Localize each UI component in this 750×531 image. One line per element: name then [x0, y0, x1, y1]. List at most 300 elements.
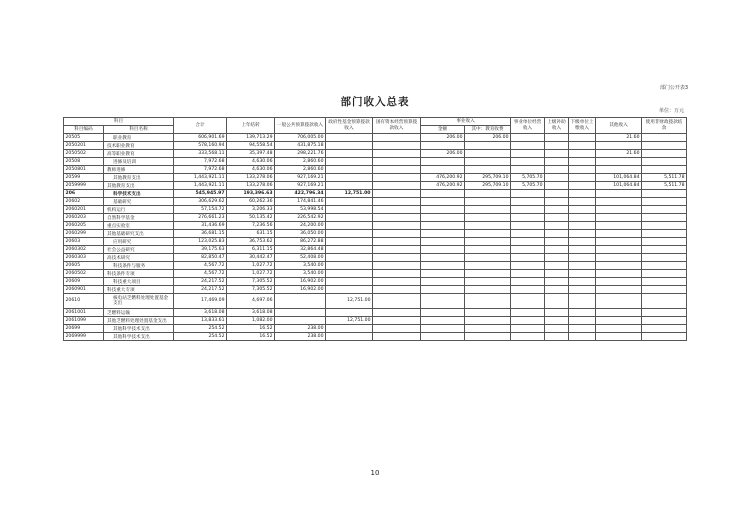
cell-fiscal	[642, 317, 687, 325]
cell-general: 431,875.18	[275, 142, 326, 150]
cell-state	[373, 286, 421, 294]
cell-other	[596, 214, 642, 222]
cell-gov-fund	[326, 174, 373, 182]
cell-fiscal	[642, 166, 687, 174]
cell-biz: 476,200.92	[421, 174, 465, 182]
page-title: 部门收入总表	[340, 96, 410, 108]
cell-carryover: 7,236.56	[227, 222, 275, 230]
cell-general: 3,540.00	[275, 262, 326, 270]
cell-subordinate	[569, 230, 596, 238]
cell-total: 123,025.83	[174, 238, 227, 246]
cell-carryover: 4,630.06	[227, 166, 275, 174]
table-row	[64, 333, 687, 341]
cell-superior	[545, 198, 569, 206]
cell-fiscal	[642, 333, 687, 341]
header-non-fiscal-balance: 使用非财政拨款结余	[642, 118, 687, 134]
cell-name: 高等职业教育	[104, 150, 174, 158]
cell-tuition	[465, 254, 511, 262]
cell-carryover: 3,618.08	[227, 309, 275, 317]
cell-biz	[421, 158, 465, 166]
cell-state	[373, 270, 421, 278]
table-row	[64, 238, 687, 246]
cell-gov-fund	[326, 198, 373, 206]
header-state-capital: 国有资本经营预算拨款收入	[373, 118, 421, 134]
cell-gov-fund	[326, 150, 373, 158]
header-gov-fund: 政府性基金预算拨款收入	[326, 118, 373, 134]
cell-superior	[545, 166, 569, 174]
cell-tuition	[465, 190, 511, 198]
income-summary-table	[63, 117, 687, 341]
cell-subordinate	[569, 325, 596, 333]
cell-other	[596, 142, 642, 150]
cell-state	[373, 158, 421, 166]
cell-other	[596, 333, 642, 341]
cell-general: 32,864.48	[275, 246, 326, 254]
cell-state	[373, 206, 421, 214]
cell-general: 36,050.00	[275, 230, 326, 238]
cell-name: 教师进修	[104, 166, 174, 174]
cell-code: 20699	[64, 325, 104, 333]
cell-tuition	[465, 286, 511, 294]
header-total: 合计	[174, 118, 227, 134]
cell-code: 2061099	[64, 317, 104, 325]
cell-general: 3,540.00	[275, 270, 326, 278]
cell-subordinate	[569, 278, 596, 286]
table-row	[64, 150, 687, 158]
cell-superior	[545, 254, 569, 262]
cell-other	[596, 190, 642, 198]
cell-name: 其他科学技术支出	[104, 325, 174, 333]
cell-name: 科技条件专项	[104, 270, 174, 278]
cell-general: 2,860.60	[275, 158, 326, 166]
cell-gov-fund	[326, 134, 373, 142]
cell-carryover: 4,697.06	[227, 294, 275, 309]
cell-fiscal	[642, 158, 687, 166]
header-business-amount: 金额	[421, 126, 465, 134]
cell-subordinate	[569, 182, 596, 190]
cell-tuition	[465, 270, 511, 278]
cell-gov-fund: 12,751.00	[326, 294, 373, 309]
cell-superior	[545, 270, 569, 278]
cell-code: 2059999	[64, 182, 104, 190]
cell-other	[596, 270, 642, 278]
cell-subordinate	[569, 214, 596, 222]
cell-subordinate	[569, 317, 596, 325]
cell-other	[596, 262, 642, 270]
cell-carryover: 6,311.15	[227, 246, 275, 254]
cell-carryover: 30,442.47	[227, 254, 275, 262]
cell-subordinate	[569, 294, 596, 309]
cell-gov-fund	[326, 325, 373, 333]
cell-operating	[511, 309, 545, 317]
cell-operating	[511, 134, 545, 142]
cell-biz	[421, 214, 465, 222]
cell-biz	[421, 270, 465, 278]
cell-tuition: 295,709.10	[465, 182, 511, 190]
cell-other	[596, 222, 642, 230]
cell-tuition	[465, 262, 511, 270]
cell-state	[373, 142, 421, 150]
cell-subordinate	[569, 262, 596, 270]
cell-fiscal	[642, 309, 687, 317]
cell-tuition	[465, 214, 511, 222]
cell-name: 科技条件与服务	[104, 262, 174, 270]
cell-general: 238.00	[275, 333, 326, 341]
cell-carryover: 631.15	[227, 230, 275, 238]
cell-other	[596, 238, 642, 246]
cell-gov-fund	[326, 333, 373, 341]
cell-carryover: 7,305.52	[227, 286, 275, 294]
cell-other	[596, 246, 642, 254]
cell-general: 16,902.00	[275, 286, 326, 294]
cell-operating	[511, 190, 545, 198]
cell-tuition	[465, 150, 511, 158]
cell-biz	[421, 286, 465, 294]
cell-other	[596, 158, 642, 166]
cell-subordinate	[569, 166, 596, 174]
cell-operating	[511, 206, 545, 214]
cell-state	[373, 294, 421, 309]
cell-gov-fund	[326, 278, 373, 286]
cell-biz	[421, 222, 465, 230]
cell-superior	[545, 246, 569, 254]
cell-carryover: 133,278.06	[227, 174, 275, 182]
cell-total: 1,443,921.11	[174, 182, 227, 190]
cell-state	[373, 190, 421, 198]
cell-superior	[545, 222, 569, 230]
cell-state	[373, 198, 421, 206]
cell-code: 20603	[64, 238, 104, 246]
cell-carryover: 133,278.06	[227, 182, 275, 190]
cell-tuition	[465, 206, 511, 214]
cell-general: 24,200.00	[275, 222, 326, 230]
cell-tuition	[465, 198, 511, 206]
cell-total: 7,972.68	[174, 158, 227, 166]
cell-biz	[421, 262, 465, 270]
cell-subordinate	[569, 246, 596, 254]
cell-total: 606,901.69	[174, 134, 227, 142]
cell-tuition	[465, 238, 511, 246]
table-row	[64, 190, 687, 198]
cell-other	[596, 198, 642, 206]
cell-name: 重点实验室	[104, 222, 174, 230]
cell-state	[373, 325, 421, 333]
table-row	[64, 174, 687, 182]
cell-state	[373, 262, 421, 270]
cell-general: 298,221.76	[275, 150, 326, 158]
cell-gov-fund	[326, 238, 373, 246]
table-row	[64, 270, 687, 278]
cell-operating	[511, 317, 545, 325]
cell-gov-fund	[326, 158, 373, 166]
cell-gov-fund: 12,751.00	[326, 190, 373, 198]
header-general-budget: 一般公共预算拨款收入	[275, 118, 326, 134]
cell-operating	[511, 166, 545, 174]
cell-state	[373, 174, 421, 182]
cell-general: 226,542.92	[275, 214, 326, 222]
cell-gov-fund	[326, 270, 373, 278]
cell-general: 927,169.21	[275, 174, 326, 182]
table-row	[64, 286, 687, 294]
cell-superior	[545, 206, 569, 214]
cell-superior	[545, 325, 569, 333]
cell-name: 社会公益研究	[104, 246, 174, 254]
cell-carryover: 94,558.54	[227, 142, 275, 150]
cell-biz: 206.00	[421, 150, 465, 158]
page-number: 10	[370, 469, 380, 477]
table-body	[64, 134, 687, 341]
cell-general: 927,169.21	[275, 182, 326, 190]
cell-biz	[421, 325, 465, 333]
cell-name: 职业教育	[104, 134, 174, 142]
cell-biz	[421, 142, 465, 150]
cell-total: 24,217.52	[174, 278, 227, 286]
cell-operating	[511, 286, 545, 294]
cell-subordinate	[569, 309, 596, 317]
cell-total: 545,945.97	[174, 190, 227, 198]
cell-gov-fund	[326, 222, 373, 230]
table-row	[64, 166, 687, 174]
cell-name: 自然科学基金	[104, 214, 174, 222]
cell-state	[373, 166, 421, 174]
cell-name: 核电站乏燃料处理处置基金支出	[104, 294, 174, 309]
cell-name: 科技重大项目	[104, 278, 174, 286]
cell-fiscal	[642, 270, 687, 278]
cell-fiscal	[642, 286, 687, 294]
cell-gov-fund	[326, 206, 373, 214]
cell-tuition	[465, 158, 511, 166]
cell-name: 科技重大专项	[104, 286, 174, 294]
cell-other: 101,064.84	[596, 174, 642, 182]
cell-biz	[421, 230, 465, 238]
cell-name: 其他教育支出	[104, 182, 174, 190]
cell-carryover: 60,262.36	[227, 198, 275, 206]
cell-subordinate	[569, 286, 596, 294]
cell-fiscal	[642, 262, 687, 270]
cell-operating	[511, 254, 545, 262]
cell-fiscal	[642, 246, 687, 254]
header-subordinate-income: 下级单位上缴收入	[569, 118, 596, 134]
cell-biz	[421, 254, 465, 262]
cell-fiscal	[642, 278, 687, 286]
cell-gov-fund	[326, 166, 373, 174]
cell-total: 333,568.11	[174, 150, 227, 158]
cell-total: 7,972.68	[174, 166, 227, 174]
cell-tuition	[465, 142, 511, 150]
cell-carryover: 1,027.72	[227, 270, 275, 278]
cell-carryover: 36,753.62	[227, 238, 275, 246]
cell-subordinate	[569, 134, 596, 142]
cell-subordinate	[569, 222, 596, 230]
cell-other	[596, 317, 642, 325]
cell-tuition	[465, 317, 511, 325]
cell-code: 20610	[64, 294, 104, 309]
cell-code: 2060901	[64, 286, 104, 294]
cell-state	[373, 278, 421, 286]
cell-carryover: 3,206.33	[227, 206, 275, 214]
cell-code: 2069999	[64, 333, 104, 341]
cell-name: 高技术研究	[104, 254, 174, 262]
cell-operating	[511, 150, 545, 158]
cell-operating	[511, 142, 545, 150]
cell-code: 2060302	[64, 246, 104, 254]
cell-other	[596, 230, 642, 238]
cell-general: 53,998.54	[275, 206, 326, 214]
cell-superior	[545, 158, 569, 166]
cell-carryover: 193,396.63	[227, 190, 275, 198]
cell-total: 17,469.09	[174, 294, 227, 309]
cell-total: 1,443,921.11	[174, 174, 227, 182]
cell-code: 2060205	[64, 222, 104, 230]
cell-other: 101,064.84	[596, 182, 642, 190]
table-row	[64, 254, 687, 262]
cell-biz	[421, 198, 465, 206]
cell-name: 机构运行	[104, 206, 174, 214]
table-row	[64, 325, 687, 333]
cell-carryover: 50,135.42	[227, 214, 275, 222]
cell-state	[373, 246, 421, 254]
cell-carryover: 35,397.48	[227, 150, 275, 158]
cell-tuition	[465, 246, 511, 254]
cell-code: 20605	[64, 262, 104, 270]
table-row	[64, 158, 687, 166]
cell-subordinate	[569, 150, 596, 158]
cell-superior	[545, 278, 569, 286]
cell-other	[596, 206, 642, 214]
cell-general: 2,860.60	[275, 166, 326, 174]
cell-total: 57,154.72	[174, 206, 227, 214]
cell-general: 422,796.34	[275, 190, 326, 198]
header-operating-income: 事业单位经营收入	[511, 118, 545, 134]
header-business-income: 事业收入	[421, 118, 511, 126]
cell-other: 21.60	[596, 134, 642, 142]
cell-state	[373, 238, 421, 246]
cell-tuition: 295,709.10	[465, 174, 511, 182]
cell-biz	[421, 333, 465, 341]
cell-total: 13,833.61	[174, 317, 227, 325]
header-code: 科目编码	[64, 126, 104, 134]
cell-biz	[421, 278, 465, 286]
cell-biz	[421, 309, 465, 317]
cell-gov-fund	[326, 262, 373, 270]
cell-other	[596, 294, 642, 309]
cell-total: 36,681.15	[174, 230, 227, 238]
cell-gov-fund	[326, 309, 373, 317]
cell-biz	[421, 294, 465, 309]
cell-code: 2061001	[64, 309, 104, 317]
cell-other	[596, 254, 642, 262]
cell-biz	[421, 190, 465, 198]
cell-carryover: 1,082.00	[227, 317, 275, 325]
cell-subordinate	[569, 333, 596, 341]
cell-other	[596, 166, 642, 174]
cell-carryover: 7,305.52	[227, 278, 275, 286]
cell-code: 2050502	[64, 150, 104, 158]
cell-tuition	[465, 166, 511, 174]
cell-operating	[511, 158, 545, 166]
header-business-tuition: 其中：教育收费	[465, 126, 511, 134]
cell-superior	[545, 214, 569, 222]
cell-superior	[545, 333, 569, 341]
cell-general: 16,902.00	[275, 278, 326, 286]
cell-tuition	[465, 325, 511, 333]
cell-code: 20602	[64, 198, 104, 206]
cell-state	[373, 230, 421, 238]
table-row	[64, 222, 687, 230]
cell-biz	[421, 206, 465, 214]
cell-total: 306,629.62	[174, 198, 227, 206]
header-subject: 科目	[64, 118, 174, 126]
table-row	[64, 134, 687, 142]
cell-name: 进修及培训	[104, 158, 174, 166]
cell-tuition: 206.00	[465, 134, 511, 142]
cell-code: 2060201	[64, 206, 104, 214]
header-name: 科目名称	[104, 126, 174, 134]
cell-general: 238.00	[275, 325, 326, 333]
cell-carryover: 4,630.06	[227, 158, 275, 166]
cell-subordinate	[569, 198, 596, 206]
unit-label: 单位：万元	[658, 108, 684, 114]
cell-name: 其他科学技术支出	[104, 333, 174, 341]
cell-other: 21.60	[596, 150, 642, 158]
cell-tuition	[465, 333, 511, 341]
cell-operating	[511, 238, 545, 246]
table-row	[64, 262, 687, 270]
header-carryover: 上年结转	[227, 118, 275, 134]
cell-subordinate	[569, 174, 596, 182]
cell-superior	[545, 182, 569, 190]
cell-name: 技术职业教育	[104, 142, 174, 150]
cell-operating	[511, 270, 545, 278]
cell-fiscal	[642, 230, 687, 238]
cell-operating	[511, 246, 545, 254]
cell-total: 578,160.94	[174, 142, 227, 150]
cell-fiscal	[642, 206, 687, 214]
header-superior-subsidy: 上级补助收入	[545, 118, 569, 134]
cell-subordinate	[569, 190, 596, 198]
cell-fiscal	[642, 238, 687, 246]
table-row	[64, 214, 687, 222]
cell-name: 其他教育支出	[104, 174, 174, 182]
cell-total: 4,567.72	[174, 262, 227, 270]
cell-state	[373, 222, 421, 230]
cell-total: 254.52	[174, 333, 227, 341]
cell-state	[373, 333, 421, 341]
cell-fiscal	[642, 254, 687, 262]
cell-name: 基础研究	[104, 198, 174, 206]
cell-gov-fund	[326, 230, 373, 238]
cell-subordinate	[569, 270, 596, 278]
cell-biz: 206.00	[421, 134, 465, 142]
cell-gov-fund	[326, 254, 373, 262]
cell-total: 24,217.52	[174, 286, 227, 294]
cell-code: 2060502	[64, 270, 104, 278]
cell-operating	[511, 230, 545, 238]
cell-carryover: 139,713.29	[227, 134, 275, 142]
cell-superior	[545, 134, 569, 142]
cell-code: 2060299	[64, 230, 104, 238]
cell-tuition	[465, 309, 511, 317]
cell-general: 706,005.00	[275, 134, 326, 142]
cell-operating: 5,705.70	[511, 174, 545, 182]
cell-state	[373, 254, 421, 262]
cell-state	[373, 182, 421, 190]
cell-biz: 476,200.92	[421, 182, 465, 190]
cell-carryover: 16.52	[227, 325, 275, 333]
cell-biz	[421, 317, 465, 325]
cell-name: 科学技术支出	[104, 190, 174, 198]
cell-name: 其他乏燃料处理处置基金支出	[104, 317, 174, 325]
